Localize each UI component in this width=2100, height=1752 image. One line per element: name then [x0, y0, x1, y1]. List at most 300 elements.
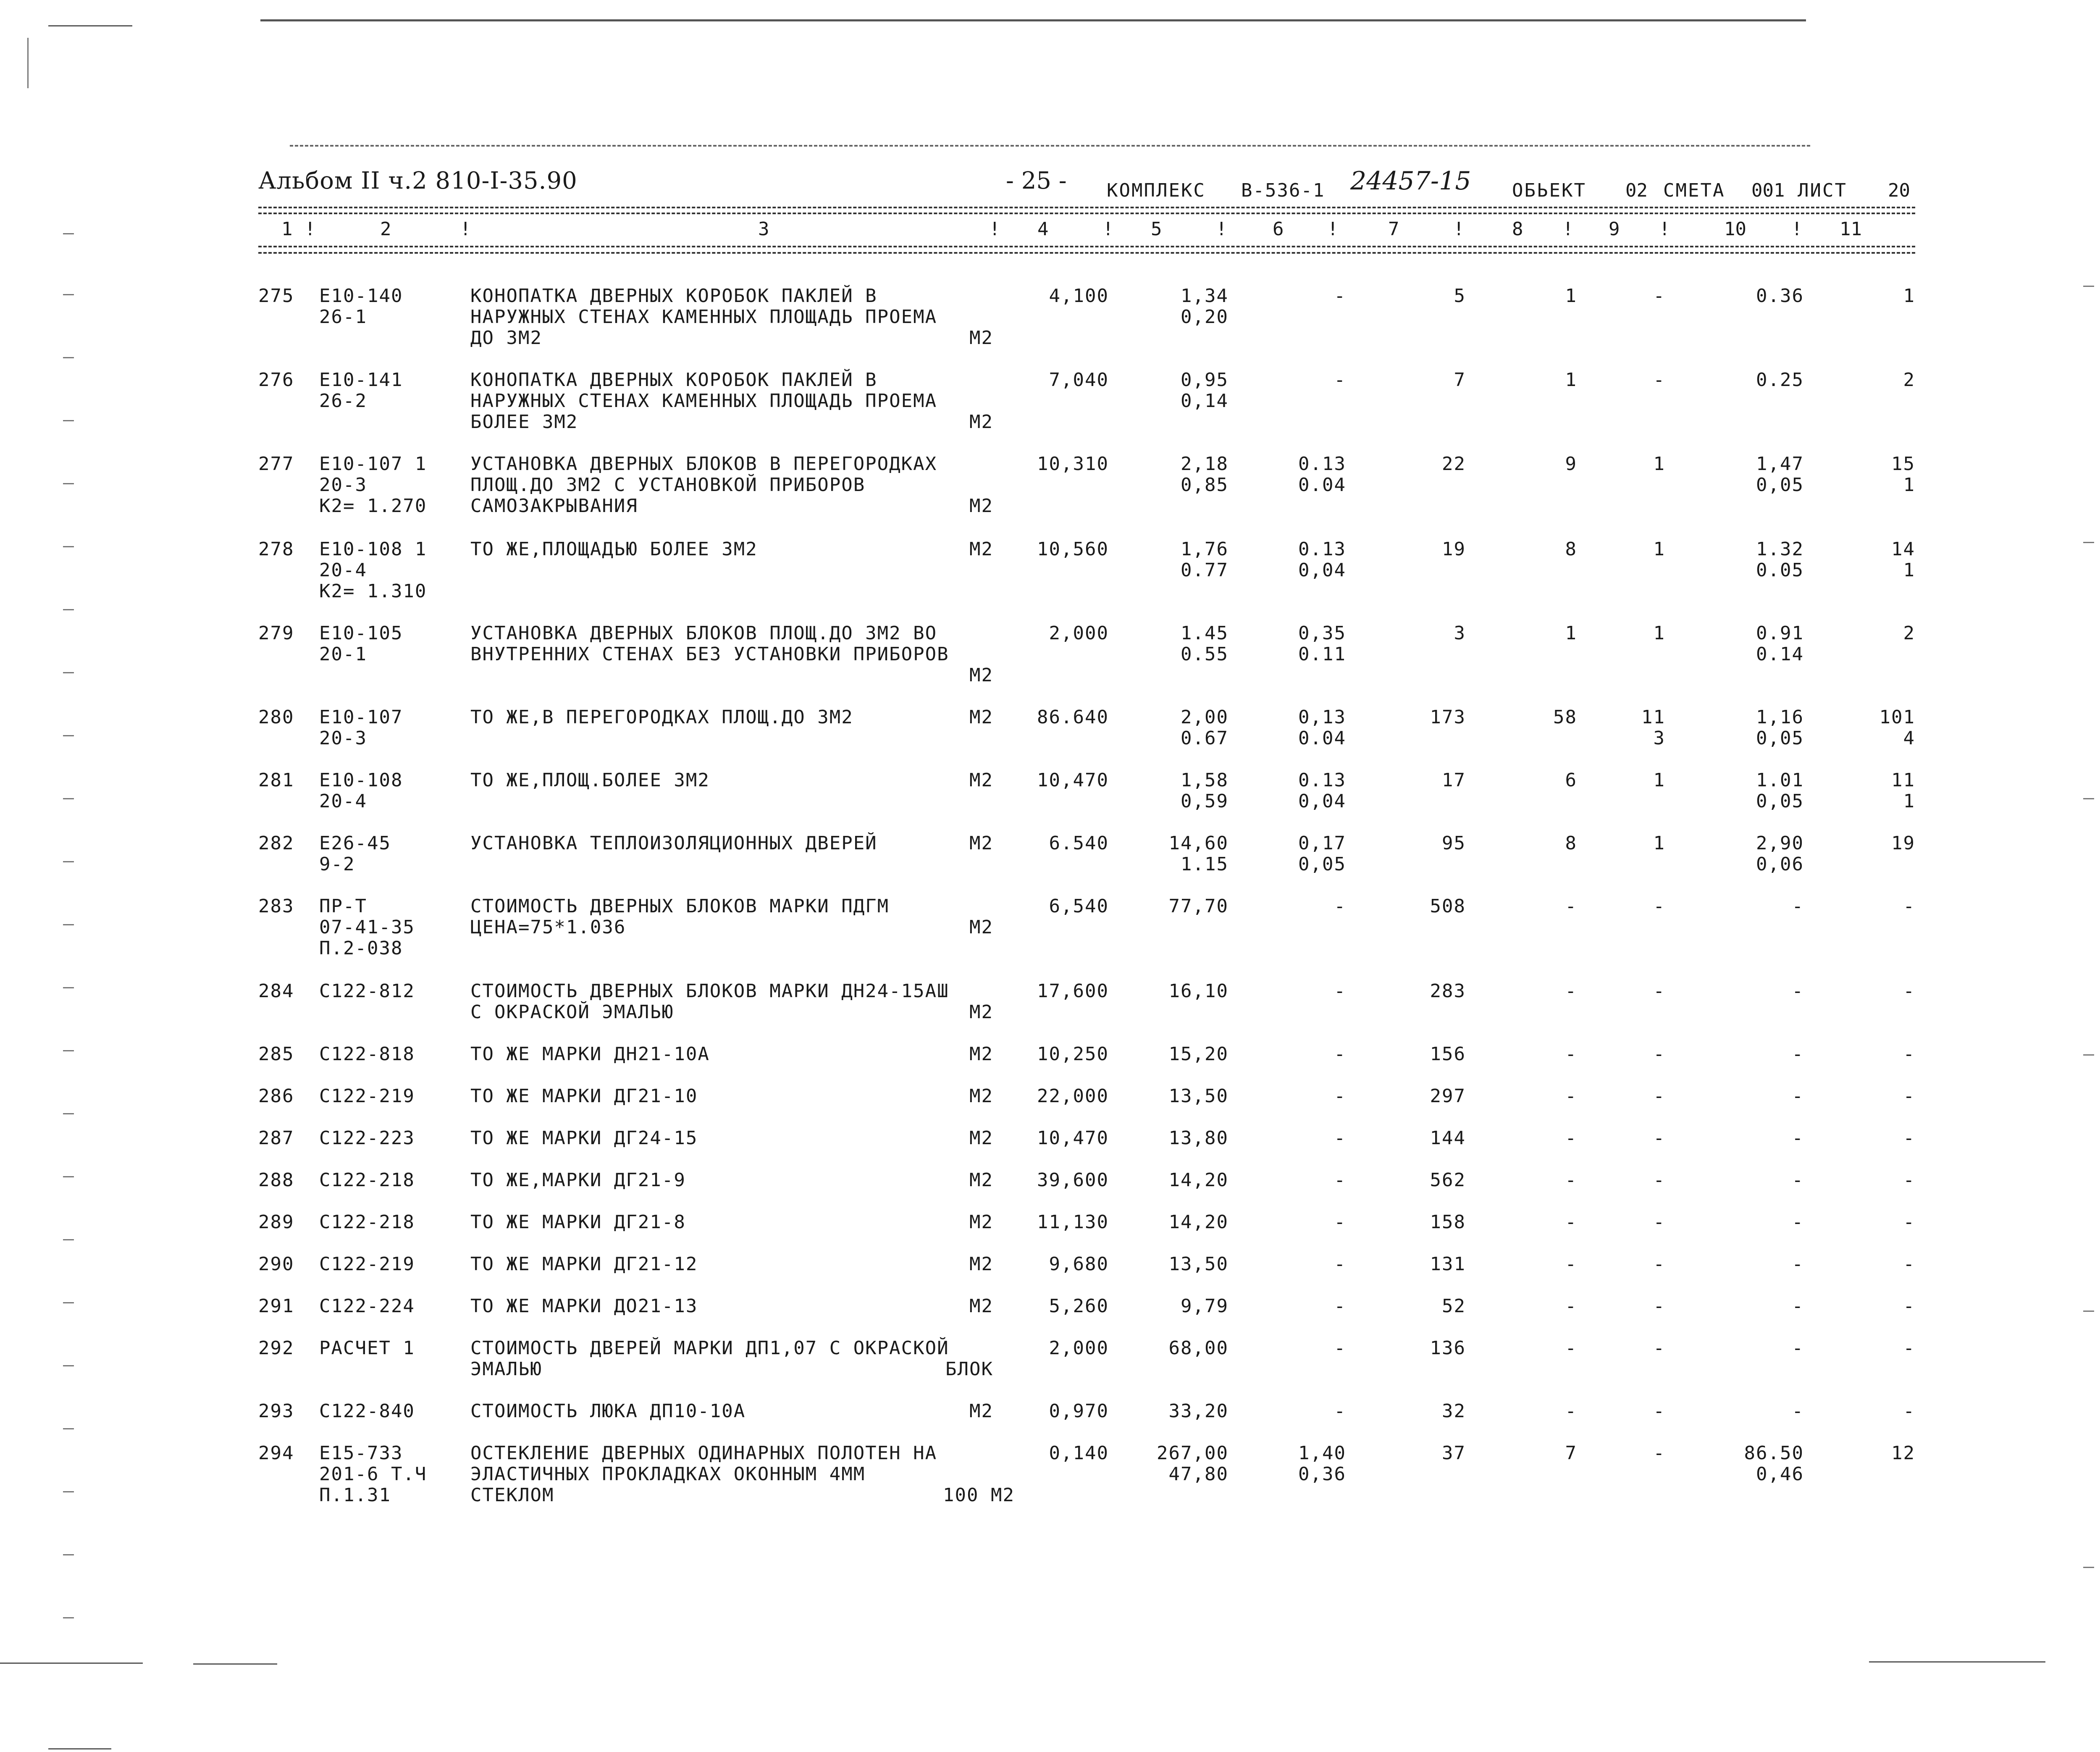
bottom-left-scan-rule	[0, 1663, 143, 1664]
col-10-value: 2,90	[1756, 833, 1804, 854]
col-5-value: 15,20	[1168, 1043, 1228, 1065]
col-11-value: 19	[1891, 833, 1915, 854]
norm-code: 26-2	[319, 390, 367, 412]
col-5-value: 2,18	[1181, 453, 1228, 475]
col-7-value: 3	[1454, 623, 1466, 644]
margin-tick	[63, 609, 74, 610]
norm-code: Е10-108 1	[319, 538, 427, 560]
norm-code: Е10-107 1	[319, 453, 427, 475]
col-5-value: 0,59	[1181, 791, 1228, 812]
col-5-value: 267,00	[1157, 1442, 1228, 1464]
margin-tick	[63, 1050, 74, 1051]
bottom-right-scan-rule	[1869, 1661, 2045, 1663]
col-11-value: -	[1903, 1085, 1915, 1107]
quantity: 2,000	[1049, 1337, 1109, 1359]
norm-code: Е10-108	[319, 770, 403, 791]
quantity: 10,560	[1037, 538, 1109, 560]
margin-tick	[2083, 1567, 2094, 1568]
col-6-value: -	[1334, 1085, 1346, 1107]
col-6-value: -	[1334, 896, 1346, 917]
col-6-value: -	[1334, 1295, 1346, 1317]
col-9-value: -	[1653, 1127, 1665, 1149]
col-9-value: 1	[1653, 770, 1665, 791]
norm-code: С122-224	[319, 1295, 415, 1317]
col-5-value: 13,80	[1168, 1127, 1228, 1149]
col-11-value: 11	[1891, 770, 1915, 791]
col-7-value: 5	[1454, 285, 1466, 307]
col-5-value: 14,60	[1168, 833, 1228, 854]
row-number: 276	[258, 369, 294, 391]
col-11-value: 101	[1879, 707, 1915, 728]
col-9-value: -	[1653, 1085, 1665, 1107]
col-9-value: 1	[1653, 623, 1665, 644]
header-divider-top	[258, 207, 1915, 208]
col-8-value: -	[1565, 1043, 1577, 1065]
col-5-value: 1,58	[1181, 770, 1228, 791]
row-number: 281	[258, 770, 294, 791]
work-name: ТО ЖЕ МАРКИ ДГ21-12	[470, 1253, 698, 1275]
col-6-value: 0.13	[1298, 770, 1346, 791]
col-8-value: 8	[1565, 538, 1577, 560]
col-3: 3	[758, 218, 769, 240]
col-10-value: 1,16	[1756, 707, 1804, 728]
quantity: 22,000	[1037, 1085, 1109, 1107]
work-name: КОНОПАТКА ДВЕРНЫХ КОРОБОК ПАКЛЕЙ В	[470, 369, 877, 391]
work-name: ТО ЖЕ,В ПЕРЕГОРОДКАХ ПЛОЩ.ДО 3М2	[470, 707, 853, 728]
margin-tick	[63, 987, 74, 988]
margin-tick	[63, 672, 74, 673]
left-margin-mark	[27, 38, 29, 88]
row-number: 282	[258, 833, 294, 854]
col-11-value: 1	[1903, 285, 1915, 307]
unit: М2	[969, 1001, 993, 1023]
work-name: ДО 3М2	[470, 327, 542, 349]
unit: М2	[969, 1253, 993, 1275]
work-name: ЦЕНА=75*1.036	[470, 917, 626, 938]
unit: М2	[969, 1085, 993, 1107]
quantity: 9,680	[1049, 1253, 1109, 1275]
row-number: 288	[258, 1169, 294, 1191]
col-9-value: 1	[1653, 833, 1665, 854]
col-7: 7	[1388, 218, 1399, 240]
col-8-value: -	[1565, 1211, 1577, 1233]
col-11-value: 2	[1903, 369, 1915, 391]
col-8-value: 9	[1565, 453, 1577, 475]
margin-tick	[63, 735, 74, 736]
margin-tick	[63, 1617, 74, 1618]
col-11-value: -	[1903, 1169, 1915, 1191]
col-7-value: 131	[1430, 1253, 1466, 1275]
col-5-value: 2,00	[1181, 707, 1228, 728]
col-2: 2	[380, 218, 391, 240]
col-5-value: 0.77	[1181, 559, 1228, 581]
col-6-value: -	[1334, 1337, 1346, 1359]
col-11-value: 4	[1903, 728, 1915, 749]
col-10-value: 0,05	[1756, 474, 1804, 496]
col-sep: !	[989, 218, 1000, 240]
col-10-value: 0.91	[1756, 623, 1804, 644]
quantity: 39,600	[1037, 1169, 1109, 1191]
margin-tick	[63, 798, 74, 799]
col-10-value: -	[1792, 1211, 1804, 1233]
quantity: 0,140	[1049, 1442, 1109, 1464]
col-5-value: 0.55	[1181, 644, 1228, 665]
col-8-value: -	[1565, 1400, 1577, 1422]
col-6-value: 0.04	[1298, 474, 1346, 496]
col-5-value: 1.45	[1181, 623, 1228, 644]
page-number: - 25 -	[1006, 167, 1067, 194]
quantity: 17,600	[1037, 980, 1109, 1002]
col-10-value: -	[1792, 1295, 1804, 1317]
col-5-value: 47,80	[1168, 1463, 1228, 1485]
document-header	[258, 167, 1915, 201]
quantity: 6.540	[1049, 833, 1109, 854]
margin-tick	[63, 1302, 74, 1303]
row-number: 277	[258, 453, 294, 475]
margin-tick	[63, 861, 74, 862]
col-5: 5	[1151, 218, 1162, 240]
work-name: СТОИМОСТЬ ДВЕРНЫХ БЛОКОВ МАРКИ ПДГМ	[470, 896, 890, 917]
margin-tick	[2083, 542, 2094, 543]
col-9-value: 3	[1653, 728, 1665, 749]
margin-tick	[63, 1239, 74, 1240]
col-sep: !	[1102, 218, 1114, 240]
column-number-row	[258, 218, 1915, 244]
list-label: ЛИСТ	[1798, 180, 1847, 201]
unit: 100 М2	[943, 1484, 1015, 1506]
col-10-value: 86.50	[1744, 1442, 1804, 1464]
object-code: 02	[1625, 180, 1648, 201]
col-6-value: 0,05	[1298, 854, 1346, 875]
norm-code: 20-1	[319, 644, 367, 665]
col-9-value: -	[1653, 1253, 1665, 1275]
margin-tick	[63, 1176, 74, 1177]
col-9-value: -	[1653, 896, 1665, 917]
row-number: 285	[258, 1043, 294, 1065]
col-11-value: -	[1903, 1211, 1915, 1233]
norm-code: С122-219	[319, 1253, 415, 1275]
col-8-value: 8	[1565, 833, 1577, 854]
col-5-value: 0,95	[1181, 369, 1228, 391]
unit: БЛОК	[945, 1358, 993, 1380]
col-8-value: -	[1565, 1127, 1577, 1149]
col-6-value: -	[1334, 1169, 1346, 1191]
col-6-value: -	[1334, 285, 1346, 307]
col-5-value: 68,00	[1168, 1337, 1228, 1359]
col-9-value: -	[1653, 1400, 1665, 1422]
col-11-value: -	[1903, 1400, 1915, 1422]
col-sep: !	[1216, 218, 1227, 240]
work-name: БОЛЕЕ 3М2	[470, 411, 578, 433]
norm-code: С122-818	[319, 1043, 415, 1065]
norm-code: К2= 1.270	[319, 495, 427, 517]
col-10-value: 0.05	[1756, 559, 1804, 581]
col-11-value: 15	[1891, 453, 1915, 475]
col-5-value: 0,85	[1181, 474, 1228, 496]
quantity: 10,310	[1037, 453, 1109, 475]
col-8-value: 6	[1565, 770, 1577, 791]
col-10-value: -	[1792, 1337, 1804, 1359]
upper-dashed-rule	[290, 145, 1810, 147]
margin-tick	[63, 233, 74, 234]
column-divider-1	[258, 246, 1915, 247]
col-7-value: 7	[1454, 369, 1466, 391]
col-10-value: 0,05	[1756, 791, 1804, 812]
col-10-value: 0,05	[1756, 728, 1804, 749]
col-11-value: 1	[1903, 791, 1915, 812]
col-10: 10	[1724, 218, 1746, 240]
unit: М2	[969, 1400, 993, 1422]
work-name: ТО ЖЕ МАРКИ ДГ24-15	[470, 1127, 698, 1149]
work-name: УСТАНОВКА ТЕПЛОИЗОЛЯЦИОННЫХ ДВЕРЕЙ	[470, 833, 877, 854]
norm-code: С122-840	[319, 1400, 415, 1422]
col-7-value: 508	[1430, 896, 1466, 917]
quantity: 11,130	[1037, 1211, 1109, 1233]
col-6-value: -	[1334, 1253, 1346, 1275]
complex-code: В-536-1	[1241, 180, 1325, 201]
col-4: 4	[1037, 218, 1049, 240]
margin-tick	[63, 924, 74, 925]
col-6-value: 0,04	[1298, 559, 1346, 581]
col-5-value: 1.15	[1181, 854, 1228, 875]
col-7-value: 283	[1430, 980, 1466, 1002]
top-left-scan-rule	[48, 25, 132, 26]
col-11-value: 1	[1903, 474, 1915, 496]
col-10-value: -	[1792, 1253, 1804, 1275]
row-number: 291	[258, 1295, 294, 1317]
col-8-value: -	[1565, 1295, 1577, 1317]
work-name: ТО ЖЕ МАРКИ ДН21-10А	[470, 1043, 710, 1065]
col-5-value: 33,20	[1168, 1400, 1228, 1422]
work-name: ЭЛАСТИЧНЫХ ПРОКЛАДКАХ ОКОННЫМ 4ММ	[470, 1463, 866, 1485]
col-6: 6	[1273, 218, 1284, 240]
quantity: 10,470	[1037, 1127, 1109, 1149]
col-6-value: 0,04	[1298, 791, 1346, 812]
norm-code: П.1.31	[319, 1484, 391, 1506]
col-11-value: 14	[1891, 538, 1915, 560]
col-7-value: 32	[1442, 1400, 1466, 1422]
work-name: ОСТЕКЛЕНИЕ ДВЕРНЫХ ОДИНАРНЫХ ПОЛОТЕН НА	[470, 1442, 937, 1464]
col-10-value: -	[1792, 896, 1804, 917]
col-9-value: -	[1653, 1337, 1665, 1359]
norm-code: Е10-140	[319, 285, 403, 307]
top-scan-rule	[260, 19, 1806, 21]
col-5-value: 0.67	[1181, 728, 1228, 749]
col-10-value: 0,46	[1756, 1463, 1804, 1485]
work-name: ТО ЖЕ МАРКИ ДГ21-8	[470, 1211, 686, 1233]
unit: М2	[969, 665, 993, 686]
col-11-value: 12	[1891, 1442, 1915, 1464]
col-5-value: 1,76	[1181, 538, 1228, 560]
col-10-value: 1,47	[1756, 453, 1804, 475]
object-label: ОБЬЕКТ	[1512, 180, 1586, 201]
handwritten-code: 24457-15	[1350, 166, 1471, 196]
col-9-value: -	[1653, 980, 1665, 1002]
col-10-value: -	[1792, 980, 1804, 1002]
col-8-value: -	[1565, 1337, 1577, 1359]
work-name: ВНУТРЕННИХ СТЕНАХ БЕЗ УСТАНОВКИ ПРИБОРОВ	[470, 644, 949, 665]
margin-tick	[63, 546, 74, 547]
norm-code: К2= 1.310	[319, 580, 427, 602]
margin-tick	[63, 1428, 74, 1429]
header-divider-2	[258, 213, 1915, 214]
margin-tick	[63, 1554, 74, 1555]
quantity: 4,100	[1049, 285, 1109, 307]
norm-code: 201-6 Т.Ч	[319, 1463, 427, 1485]
col-7-value: 52	[1442, 1295, 1466, 1317]
unit: М2	[969, 1127, 993, 1149]
work-name: ТО ЖЕ,МАРКИ ДГ21-9	[470, 1169, 686, 1191]
work-name: ТО ЖЕ МАРКИ ДГ21-10	[470, 1085, 698, 1107]
work-name: ТО ЖЕ,ПЛОЩАДЬЮ БОЛЕЕ 3М2	[470, 538, 758, 560]
unit: М2	[969, 327, 993, 349]
col-6-value: 0,35	[1298, 623, 1346, 644]
unit: М2	[969, 1295, 993, 1317]
norm-code: Е26-45	[319, 833, 391, 854]
col-sep: !	[1327, 218, 1339, 240]
col-5-value: 0,20	[1181, 306, 1228, 328]
col-10-value: -	[1792, 1085, 1804, 1107]
norm-code: 20-3	[319, 728, 367, 749]
col-5-value: 77,70	[1168, 896, 1228, 917]
work-name: УСТАНОВКА ДВЕРНЫХ БЛОКОВ В ПЕРЕГОРОДКАХ	[470, 453, 937, 475]
margin-tick	[63, 420, 74, 421]
col-8-value: -	[1565, 1253, 1577, 1275]
margin-tick	[63, 357, 74, 358]
col-6-value: -	[1334, 1400, 1346, 1422]
unit: М2	[969, 495, 993, 517]
column-divider-2	[258, 252, 1915, 254]
col-sep: !	[1791, 218, 1803, 240]
unit: М2	[969, 538, 993, 560]
col-9-value: 1	[1653, 453, 1665, 475]
row-number: 294	[258, 1442, 294, 1464]
col-sep: !	[460, 218, 471, 240]
unit: М2	[969, 770, 993, 791]
col-8-value: 1	[1565, 623, 1577, 644]
col-11-value: -	[1903, 1127, 1915, 1149]
margin-tick	[2083, 1311, 2094, 1312]
col-11-value: -	[1903, 1337, 1915, 1359]
col-11: 11	[1840, 218, 1862, 240]
col-sep: !	[1659, 218, 1670, 240]
row-number: 292	[258, 1337, 294, 1359]
col-10-value: 0.36	[1756, 285, 1804, 307]
col-11-value: -	[1903, 980, 1915, 1002]
col-sep: !	[1562, 218, 1574, 240]
col-10-value: 0,06	[1756, 854, 1804, 875]
work-name: СТОИМОСТЬ ДВЕРЕЙ МАРКИ ДП1,07 С ОКРАСКОЙ	[470, 1337, 949, 1359]
work-name: САМОЗАКРЫВАНИЯ	[470, 495, 638, 517]
row-number: 278	[258, 538, 294, 560]
margin-tick	[63, 1365, 74, 1366]
col-11-value: -	[1903, 1253, 1915, 1275]
col-5-value: 13,50	[1168, 1253, 1228, 1275]
col-9: 9	[1609, 218, 1620, 240]
col-5-value: 1,34	[1181, 285, 1228, 307]
smeta-code: 001	[1751, 180, 1785, 201]
col-10-value: -	[1792, 1169, 1804, 1191]
unit: М2	[969, 1043, 993, 1065]
smeta-label: СМЕТА	[1663, 180, 1725, 201]
norm-code: 20-4	[319, 559, 367, 581]
col-6-value: -	[1334, 1127, 1346, 1149]
col-7-value: 17	[1442, 770, 1466, 791]
work-name: ТО ЖЕ МАРКИ ДО21-13	[470, 1295, 698, 1317]
col-7-value: 144	[1430, 1127, 1466, 1149]
margin-tick	[63, 1491, 74, 1492]
col-9-value: 11	[1641, 707, 1665, 728]
col-8-value: 7	[1565, 1442, 1577, 1464]
row-number: 293	[258, 1400, 294, 1422]
col-8-value: 58	[1553, 707, 1577, 728]
col-7-value: 95	[1442, 833, 1466, 854]
col-5-value: 13,50	[1168, 1085, 1228, 1107]
col-11-value: 1	[1903, 559, 1915, 581]
unit: М2	[969, 917, 993, 938]
norm-code: С122-218	[319, 1169, 415, 1191]
quantity: 5,260	[1049, 1295, 1109, 1317]
unit: М2	[969, 1169, 993, 1191]
col-8: 8	[1512, 218, 1523, 240]
row-number: 286	[258, 1085, 294, 1107]
norm-code: Е10-107	[319, 707, 403, 728]
list-code: 20	[1888, 180, 1910, 201]
col-sep: !	[304, 218, 316, 240]
col-7-value: 37	[1442, 1442, 1466, 1464]
unit: М2	[969, 707, 993, 728]
col-11-value: -	[1903, 896, 1915, 917]
work-name: С ОКРАСКОЙ ЭМАЛЬЮ	[470, 1001, 674, 1023]
col-6-value: 0.11	[1298, 644, 1346, 665]
col-9-value: -	[1653, 1043, 1665, 1065]
col-10-value: 0.14	[1756, 644, 1804, 665]
quantity: 6,540	[1049, 896, 1109, 917]
col-5-value: 14,20	[1168, 1211, 1228, 1233]
quantity: 10,250	[1037, 1043, 1109, 1065]
col-8-value: 1	[1565, 369, 1577, 391]
bottom-left-scan-rule-2	[193, 1663, 277, 1665]
norm-code: Е10-105	[319, 623, 403, 644]
work-name: СТОИМОСТЬ ЛЮКА ДП10-10А	[470, 1400, 746, 1422]
col-7-value: 562	[1430, 1169, 1466, 1191]
col-11-value: 2	[1903, 623, 1915, 644]
col-10-value: -	[1792, 1043, 1804, 1065]
norm-code: 20-4	[319, 791, 367, 812]
quantity: 10,470	[1037, 770, 1109, 791]
norm-code: 26-1	[319, 306, 367, 328]
work-name: КОНОПАТКА ДВЕРНЫХ КОРОБОК ПАКЛЕЙ В	[470, 285, 877, 307]
col-sep: !	[1453, 218, 1465, 240]
norm-code: С122-223	[319, 1127, 415, 1149]
norm-code: С122-219	[319, 1085, 415, 1107]
work-name: СТЕКЛОМ	[470, 1484, 554, 1506]
quantity: 2,000	[1049, 623, 1109, 644]
norm-code: РАСЧЕТ 1	[319, 1337, 415, 1359]
corner-scan-rule	[48, 1748, 111, 1749]
row-number: 284	[258, 980, 294, 1002]
col-5-value: 9,79	[1181, 1295, 1228, 1317]
col-6-value: 1,40	[1298, 1442, 1346, 1464]
margin-tick	[2083, 1054, 2094, 1056]
col-7-value: 19	[1442, 538, 1466, 560]
col-9-value: -	[1653, 285, 1665, 307]
col-9-value: -	[1653, 1295, 1665, 1317]
quantity: 0,970	[1049, 1400, 1109, 1422]
norm-code: Е10-141	[319, 369, 403, 391]
col-6-value: 0,36	[1298, 1463, 1346, 1485]
margin-tick	[2083, 286, 2094, 287]
